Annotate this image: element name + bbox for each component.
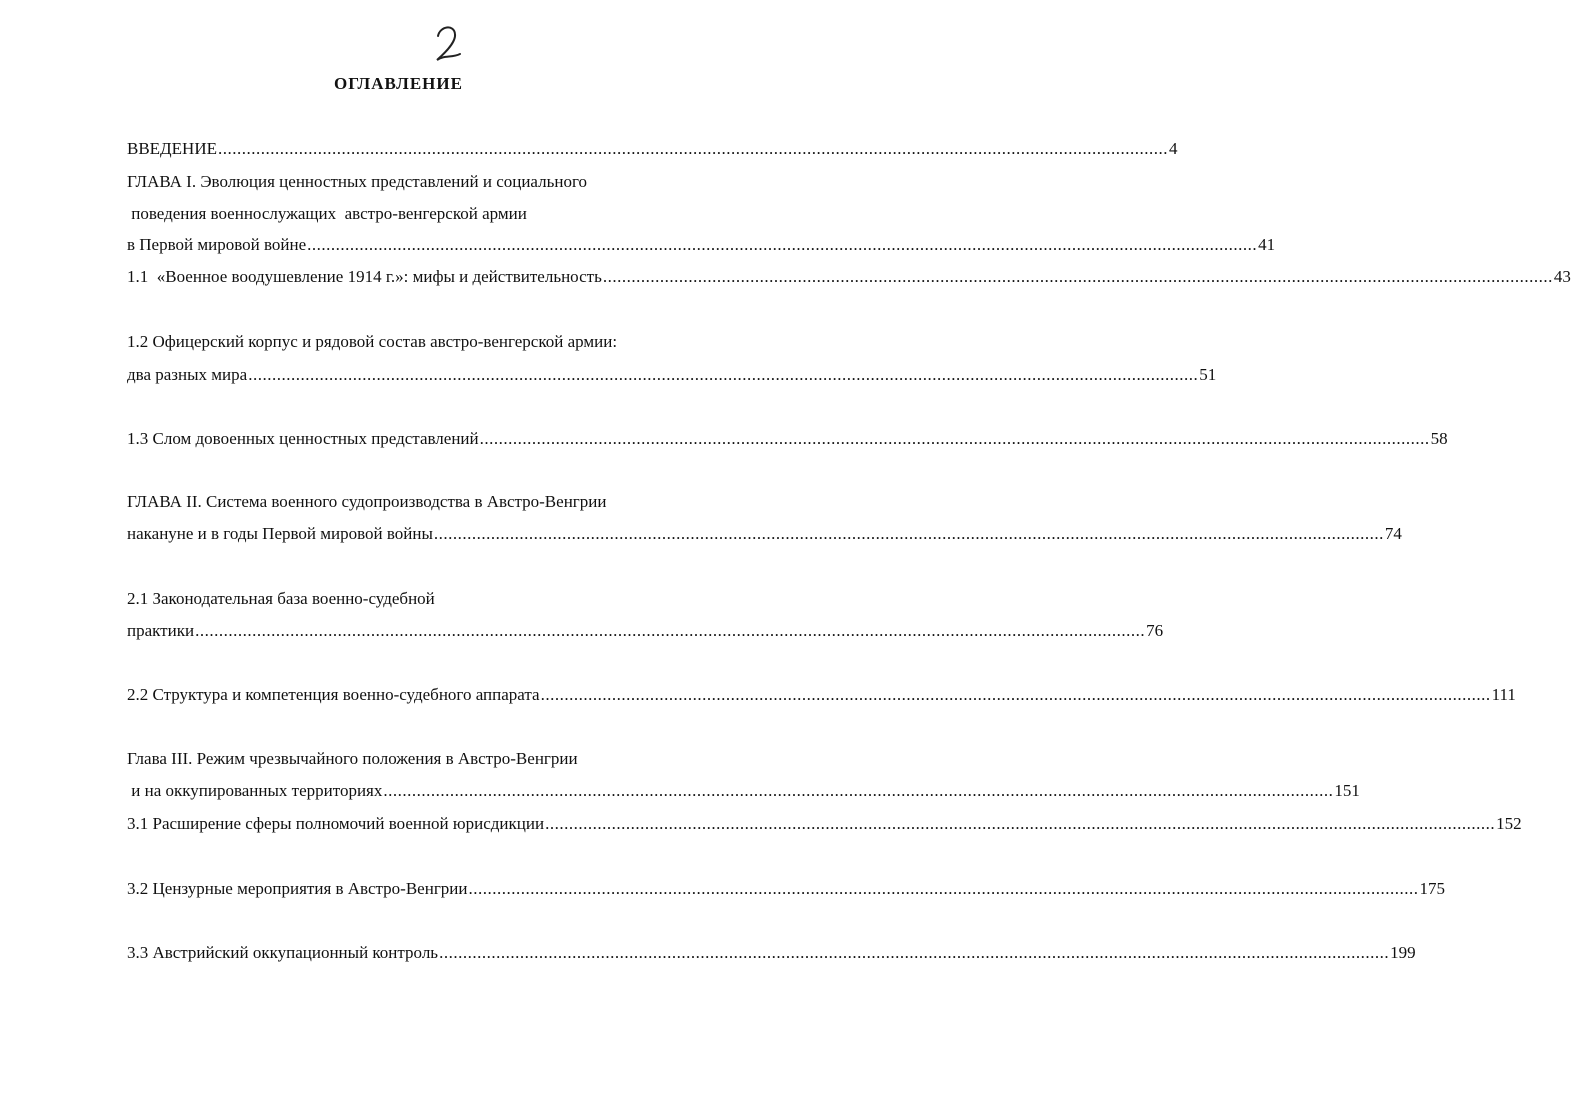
- toc-page-number: 111: [1491, 685, 1516, 704]
- handwritten-page-number: [428, 22, 468, 68]
- toc-chapter-1-line2[interactable]: поведения военнослужащих австро-венгерской армии: [127, 204, 527, 223]
- leader-dots: ........................................................................................................................................................................................................: [545, 814, 1496, 833]
- leader-dots: ........................................................................................................................................................................................................: [433, 524, 1384, 543]
- toc-page-number: 76: [1146, 621, 1164, 640]
- toc-entry-title: 2.2 Структура и компетенция военно-судебного аппарата: [127, 685, 540, 704]
- page-title: ОГЛАВЛЕНИЕ: [334, 74, 463, 93]
- handwritten-two-mark: [428, 22, 468, 68]
- leader-dots: ........................................................................................................................................................................................................: [479, 429, 1430, 448]
- toc-entry-title: 1.3 Слом довоенных ценностных представлений: [127, 429, 479, 448]
- toc-section-1-2-line1[interactable]: 1.2 Офицерский корпус и рядовой состав австро-венгерской армии:: [127, 332, 618, 351]
- toc-page-number: 152: [1496, 814, 1522, 833]
- leader-dots: ........................................................................................................................................................................................................: [195, 621, 1146, 640]
- toc-entry-1-3[interactable]: [127, 428, 1448, 450]
- toc-entry-1-2[interactable]: [127, 364, 1217, 386]
- toc-entry-title: 3.2 Цензурные мероприятия в Австро-Венгрии: [127, 879, 468, 898]
- toc-page-number: 41: [1258, 235, 1276, 254]
- leader-dots: ........................................................................................................................................................................................................: [602, 267, 1553, 286]
- toc-entry-title: накануне и в годы Первой мировой войны: [127, 524, 433, 543]
- toc-chapter-3-line1[interactable]: Глава III. Режим чрезвычайного положения в Австро-Венгрии: [127, 749, 578, 768]
- toc-entry-1-1[interactable]: [127, 266, 1571, 288]
- leader-dots: ........................................................................................................................................................................................................: [217, 139, 1168, 158]
- toc-page-number: 199: [1390, 943, 1416, 962]
- toc-entry-3-2[interactable]: [127, 878, 1445, 900]
- toc-entry-title: в Первой мировой войне: [127, 235, 307, 254]
- leader-dots: ........................................................................................................................................................................................................: [439, 943, 1390, 962]
- toc-entry-title: 1.1 «Военное воодушевление 1914 г.»: мифы и действительность: [127, 267, 602, 286]
- toc-page-number: 74: [1384, 524, 1402, 543]
- toc-entry-title: и на оккупированных территориях: [127, 781, 383, 800]
- toc-entry-2-2[interactable]: [127, 684, 1516, 706]
- toc-entry-chapter-2[interactable]: [127, 523, 1402, 545]
- toc-entry-3-1[interactable]: [127, 813, 1522, 835]
- toc-entry-title: 3.3 Австрийский оккупационный контроль: [127, 943, 439, 962]
- toc-page-number: 175: [1419, 879, 1445, 898]
- toc-entry-title: 3.1 Расширение сферы полномочий военной юрисдикции: [127, 814, 545, 833]
- toc-chapter-1-line1[interactable]: ГЛАВА I. Эволюция ценностных представлений и социального: [127, 172, 588, 191]
- leader-dots: ........................................................................................................................................................................................................: [540, 685, 1491, 704]
- toc-page-number: 43: [1553, 267, 1571, 286]
- toc-page-number: 58: [1430, 429, 1448, 448]
- leader-dots: ........................................................................................................................................................................................................: [468, 879, 1419, 898]
- toc-page-number: 51: [1199, 365, 1217, 384]
- toc-entry-chapter-1[interactable]: [127, 234, 1276, 256]
- toc-entry-chapter-3[interactable]: [127, 780, 1360, 802]
- toc-entry-3-3[interactable]: [127, 942, 1416, 964]
- leader-dots: ........................................................................................................................................................................................................: [248, 365, 1199, 384]
- toc-entry-intro[interactable]: [127, 138, 1178, 160]
- toc-entry-2-1[interactable]: [127, 620, 1164, 642]
- toc-page-number: 151: [1334, 781, 1360, 800]
- leader-dots: ........................................................................................................................................................................................................: [383, 781, 1334, 800]
- toc-section-2-1-line1[interactable]: 2.1 Законодательная база военно-судебной: [127, 589, 435, 608]
- toc-page-number: 4: [1168, 139, 1178, 158]
- toc-entry-title: два разных мира: [127, 365, 248, 384]
- toc-chapter-2-line1[interactable]: ГЛАВА II. Система военного судопроизводства в Австро-Венгрии: [127, 492, 607, 511]
- toc-entry-title: ВВЕДЕНИЕ: [127, 139, 217, 158]
- leader-dots: ........................................................................................................................................................................................................: [307, 235, 1258, 254]
- toc-entry-title: практики: [127, 621, 195, 640]
